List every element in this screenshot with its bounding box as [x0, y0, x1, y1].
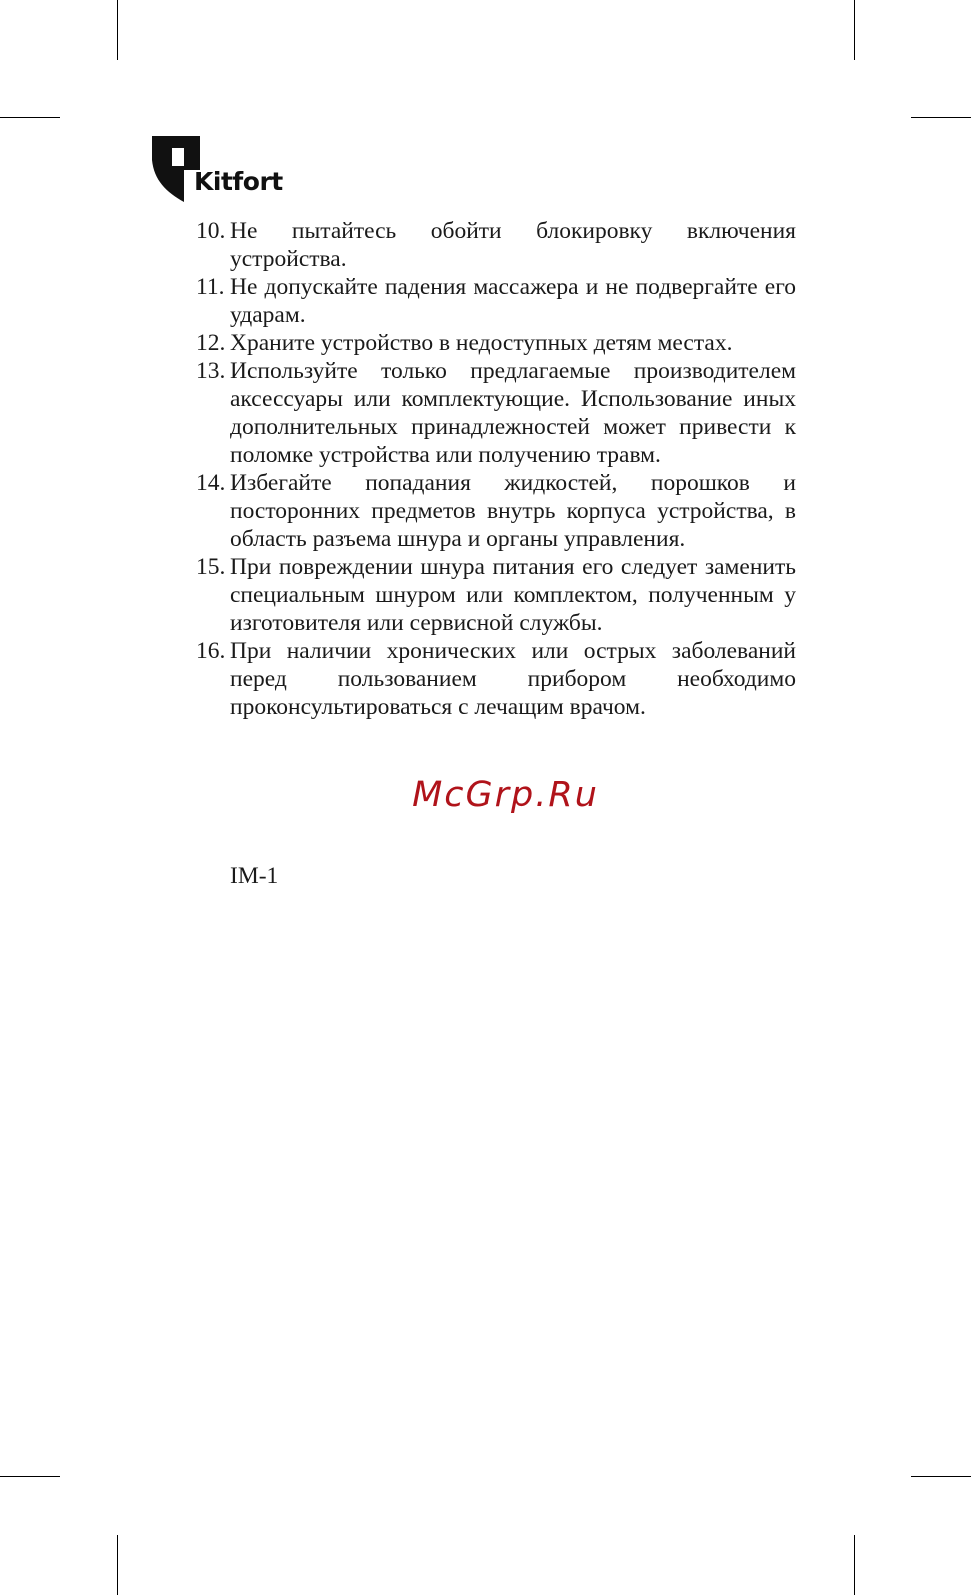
item-text: Избегайте попадания жидкостей, порошков и посторонних предметов внутрь корпуса устройства, в область разъема шнура и органы управления. [230, 470, 796, 552]
crop-mark-right-bottom [911, 1476, 971, 1477]
crop-mark-left-top [0, 117, 60, 118]
item-text: Не допускайте падения массажера и не подвергайте его ударам. [230, 274, 796, 328]
safety-instructions-list [196, 217, 796, 721]
list-item [196, 553, 796, 637]
document-code: IM-1 [230, 863, 279, 889]
item-number: 16. [196, 638, 226, 664]
item-number: 14. [196, 470, 226, 496]
item-text: При повреждении шнура питания его следует заменить специальным шнуром или комплектом, полученным у изготовителя или сервисной службы. [230, 554, 796, 636]
item-text: Используйте только предлагаемые производителем аксессуары или комплектующие. Использование иных дополнительных принадлежностей может привести к поломке устройства или получению травм. [230, 358, 796, 468]
watermark [0, 775, 971, 815]
crop-mark-left-bottom [0, 1476, 60, 1477]
item-number: 13. [196, 358, 226, 384]
crop-mark-bottom-right [854, 1535, 855, 1595]
crop-mark-right-top [911, 117, 971, 118]
watermark-text: McGrp.Ru [412, 775, 599, 815]
item-text: Не пытайтесь обойти блокировку включения устройства. [230, 218, 796, 272]
list-item [196, 469, 796, 553]
list-item [196, 329, 796, 357]
item-number: 15. [196, 554, 226, 580]
item-number: 11. [196, 274, 225, 300]
crop-mark-bottom-left [117, 1535, 118, 1595]
list-item [196, 273, 796, 329]
list-item [196, 637, 796, 721]
brand-name: Kitfort [194, 167, 283, 196]
item-number: 12. [196, 330, 226, 356]
list-item [196, 357, 796, 469]
crop-mark-top-left [117, 0, 118, 60]
kitfort-logo-icon [152, 136, 200, 202]
item-text: При наличии хронических или острых заболеваний перед пользованием прибором необходимо проконсультироваться с лечащим врачом. [230, 638, 796, 720]
item-text: Храните устройство в недоступных детям местах. [230, 330, 733, 356]
brand-logo [152, 136, 292, 206]
crop-mark-top-right [854, 0, 855, 60]
item-number: 10. [196, 218, 226, 244]
list-item [196, 217, 796, 273]
